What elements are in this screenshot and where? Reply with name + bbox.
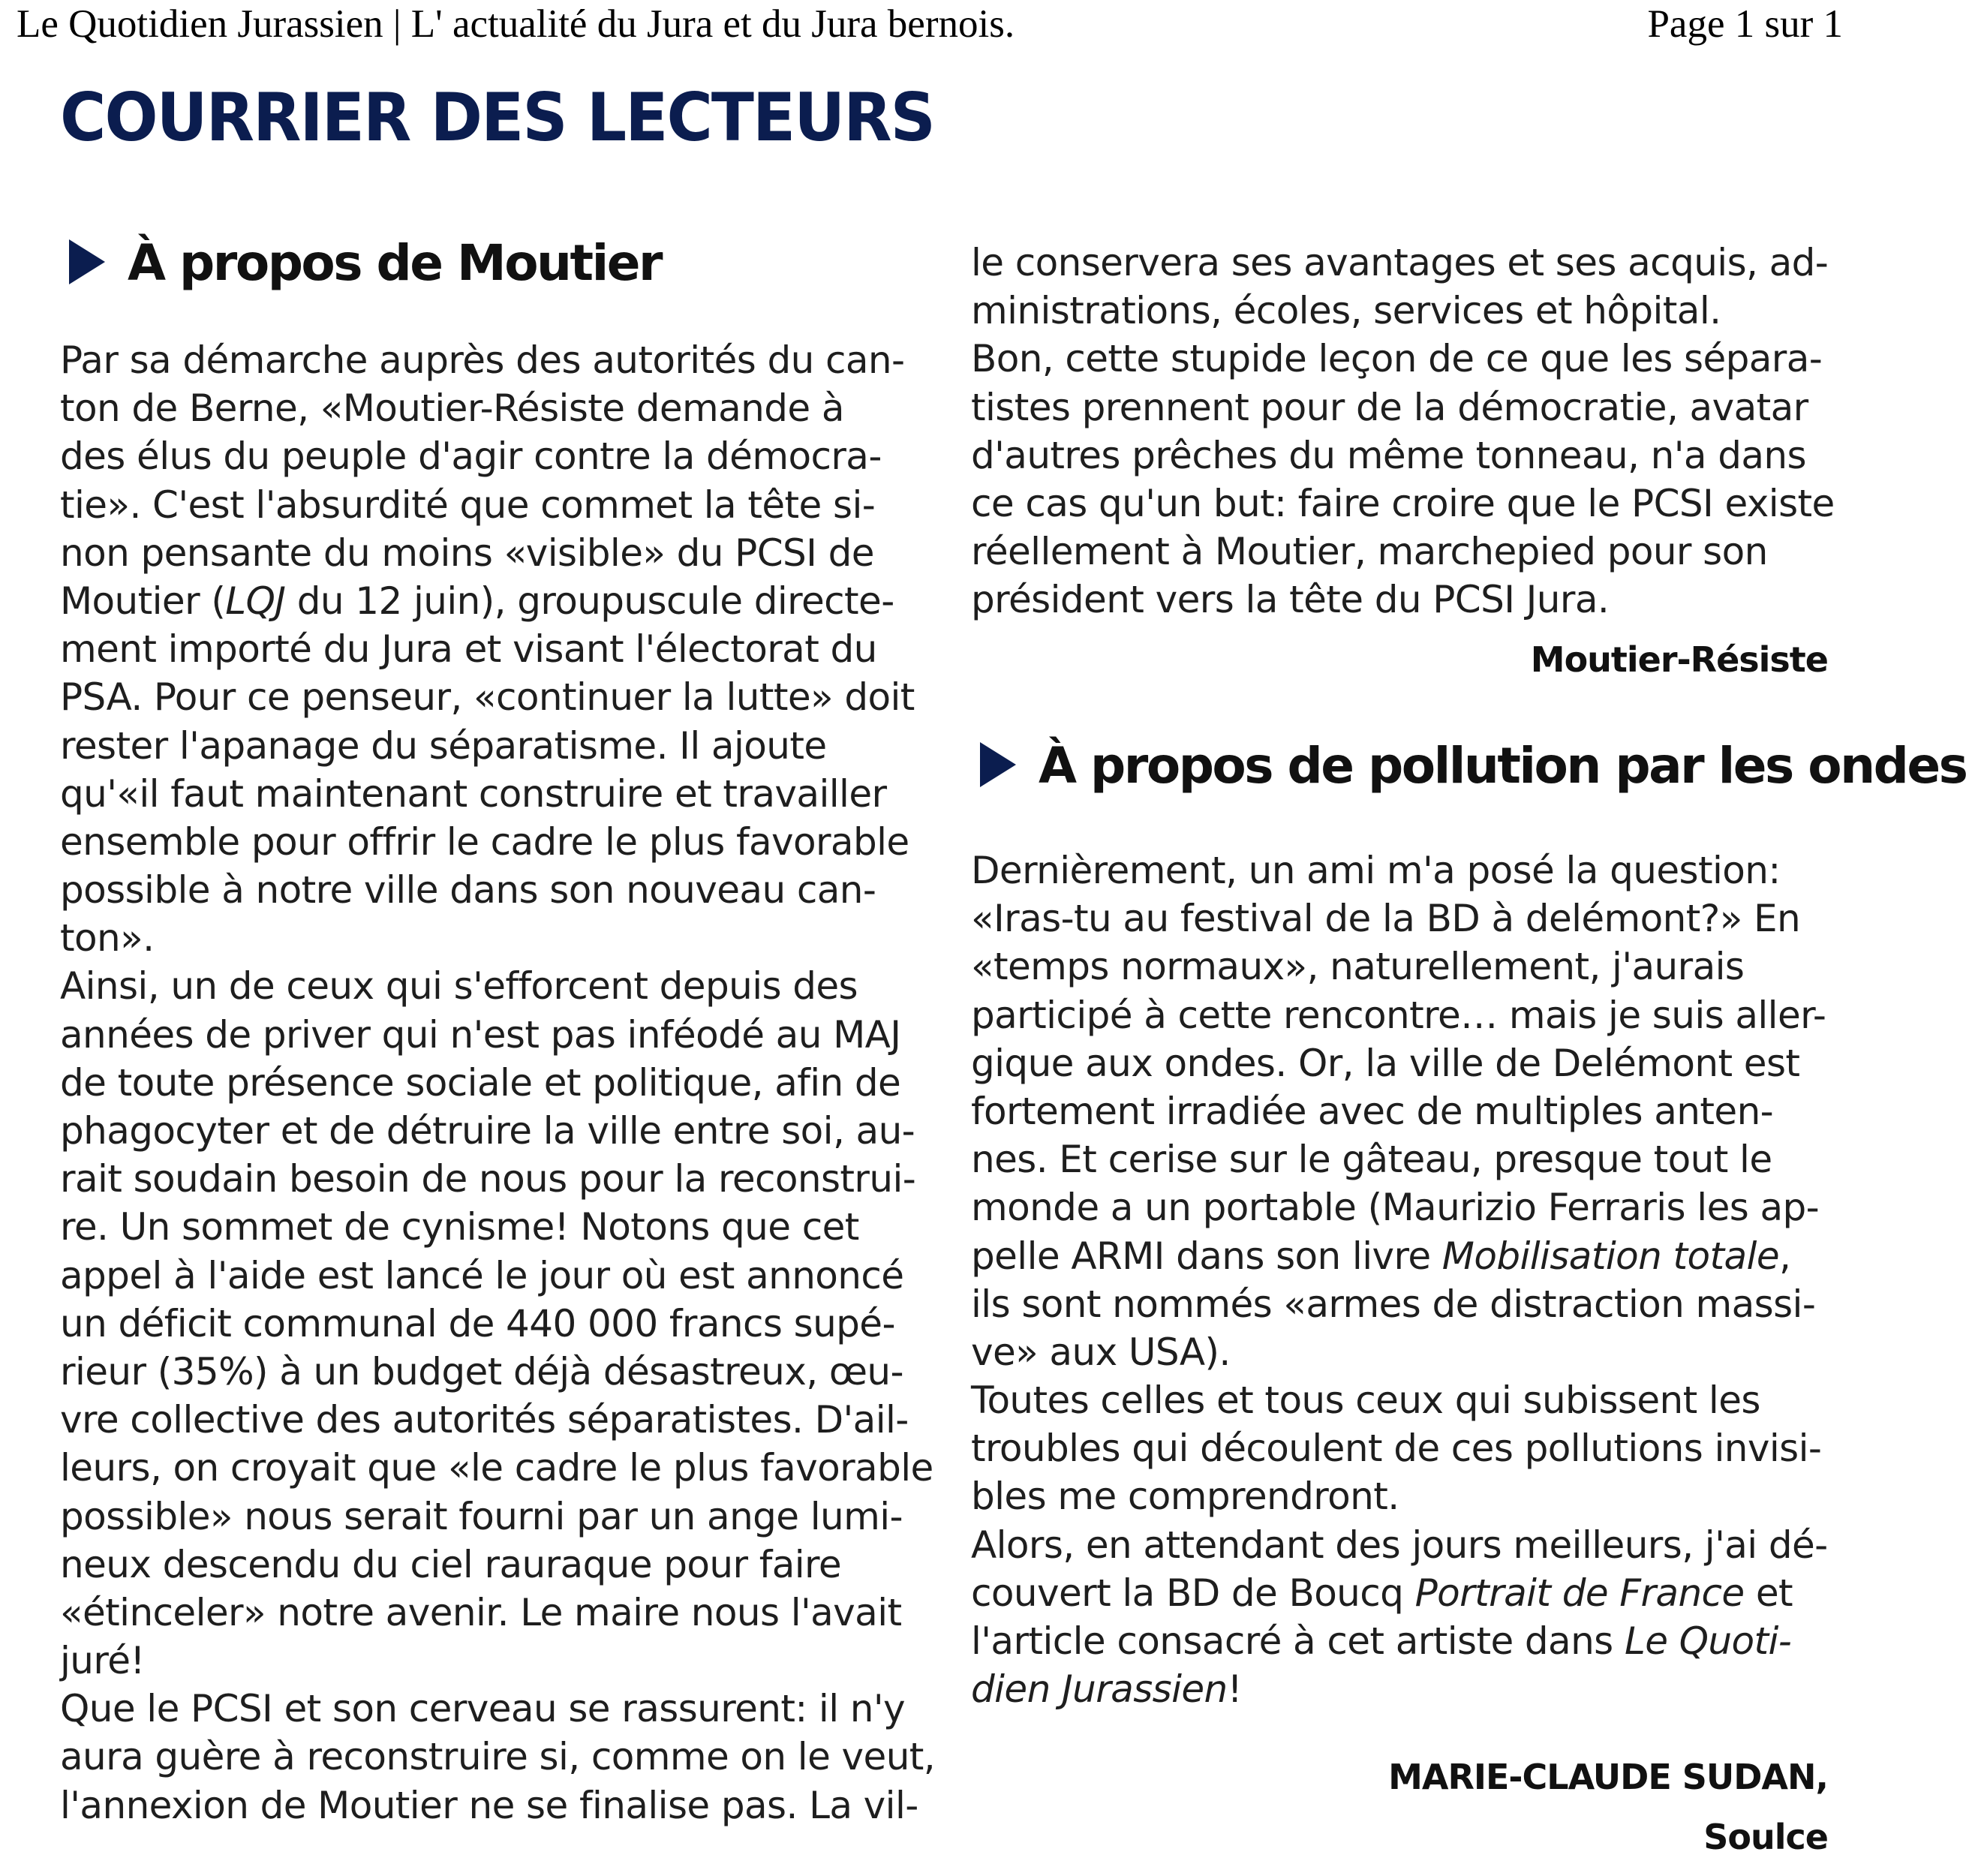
- italic-ref: LQJ: [225, 579, 286, 623]
- text-line: [971, 1617, 1834, 1665]
- signature-name: MARIE-CLAUDE SUDAN,: [1388, 1757, 1828, 1797]
- text-line: un déficit communal de 440 000 francs supé-: [60, 1301, 895, 1345]
- article-title-text: À propos de pollution par les ondes: [1039, 737, 1966, 795]
- text-line: ensemble pour offrir le cadre le plus favorable: [60, 819, 909, 864]
- text-line: ils sont nommés «armes de distraction massi-: [971, 1282, 1816, 1326]
- signature-place: Soulce: [1703, 1817, 1828, 1857]
- newspaper-title: dien Jurassien: [971, 1667, 1228, 1712]
- text-line: Toutes celles et tous ceux qui subissent les: [971, 1378, 1760, 1423]
- text-line: qu'«il faut maintenant construire et travailler: [60, 771, 887, 816]
- text-line: rester l'apanage du séparatisme. Il ajoute: [60, 723, 827, 768]
- text-line: Que le PCSI et son cerveau se rassurent: il n'y: [60, 1687, 905, 1731]
- article-title-pollution: [980, 737, 1966, 797]
- signature-moutier-resiste: Moutier-Résiste: [1530, 639, 1828, 680]
- text-line: possible» nous serait fourni par un ange lumi-: [60, 1494, 903, 1538]
- text-line: rieur (35%) à un budget déjà désastreux, œu-: [60, 1349, 903, 1393]
- text-line: Par sa démarche auprès des autorités du can-: [60, 338, 905, 382]
- text-line: d'autres prêches du même tonneau, n'a dans: [971, 433, 1806, 477]
- text-line: Alors, en attendant des jours meilleurs, j'ai dé-: [971, 1523, 1828, 1567]
- text-line: phagocyter et de détruire la ville entre soi, au-: [60, 1109, 915, 1153]
- text-line: vre collective des autorités séparatistes. D'ail-: [60, 1398, 909, 1442]
- book-title: Mobilisation totale: [1441, 1234, 1779, 1278]
- text-line: [60, 577, 945, 625]
- text-line: re. Un sommet de cynisme! Notons que cet: [60, 1205, 859, 1249]
- article-body-moutier-left: [60, 336, 945, 1829]
- text-line: neux descendu du ciel rauraque pour faire: [60, 1542, 842, 1586]
- article-body-pollution: [971, 846, 1834, 1713]
- site-title: Le Quotidien Jurassien | L' actualité du Jura et du Jura bernois.: [17, 2, 1015, 46]
- text-line: [971, 1232, 1834, 1280]
- text-line: tistes prennent pour de la démocratie, avatar: [971, 385, 1808, 429]
- text-line: leurs, on croyait que «le cadre le plus favorable: [60, 1446, 933, 1490]
- text-line: Dernièrement, un ami m'a posé la question:: [971, 849, 1781, 892]
- text-fragment: Moutier (: [60, 579, 226, 623]
- text-line: monde a un portable (Maurizio Ferraris les ap-: [971, 1186, 1820, 1230]
- text-line: tie». C'est l'absurdité que commet la tête si-: [60, 483, 876, 527]
- text-line: participé à cette rencontre… mais je suis aller-: [971, 993, 1826, 1037]
- text-line: rait soudain besoin de nous pour la reconstrui-: [60, 1157, 916, 1201]
- text-line: troubles qui découlent de ces pollutions invisi-: [971, 1427, 1822, 1471]
- signature-marie-claude-sudan: [1388, 1747, 1828, 1867]
- text-line: juré!: [60, 1639, 145, 1683]
- article-title-text: À propos de Moutier: [128, 234, 662, 292]
- text-line: non pensante du moins «visible» du PCSI de: [60, 531, 874, 575]
- text-line: [971, 1665, 1834, 1713]
- text-line: «étinceler» notre avenir. Le maire nous l'avait: [60, 1590, 902, 1634]
- text-line: des élus du peuple d'agir contre la démocra-: [60, 434, 882, 479]
- text-fragment: pelle ARMI dans son livre: [971, 1234, 1442, 1278]
- text-line: gique aux ondes. Or, la ville de Delémont est: [971, 1041, 1800, 1085]
- text-line: «Iras-tu au festival de la BD à delémont?» En: [971, 897, 1801, 941]
- text-line: l'annexion de Moutier ne se finalise pas. La vil-: [60, 1783, 918, 1827]
- text-line: ministrations, écoles, services et hôpital.: [971, 289, 1721, 333]
- triangle-bullet-icon: [69, 239, 105, 284]
- text-line: ce cas qu'un but: faire croire que le PCSI existe: [971, 481, 1835, 525]
- text-line: Bon, cette stupide leçon de ce que les sépara-: [971, 337, 1823, 381]
- text-fragment: du 12 juin), groupuscule directe-: [296, 579, 894, 623]
- text-line: possible à notre ville dans son nouveau can-: [60, 868, 876, 912]
- newspaper-title: Le Quoti-: [1624, 1619, 1792, 1663]
- text-fragment: !: [1227, 1667, 1243, 1712]
- text-line: ment importé du Jura et visant l'électorat du: [60, 627, 877, 672]
- text-fragment: l'article consacré à cet artiste dans: [971, 1619, 1625, 1663]
- section-heading: COURRIER DES LECTEURS: [60, 79, 934, 156]
- article-body-moutier-right: [971, 239, 1834, 624]
- text-line: années de priver qui n'est pas inféodé au MAJ: [60, 1012, 901, 1057]
- article-title-moutier: [69, 234, 661, 294]
- text-line: [971, 1569, 1834, 1617]
- text-line: PSA. Pour ce penseur, «continuer la lutte» doit: [60, 675, 915, 720]
- text-line: appel à l'aide est lancé le jour où est annoncé: [60, 1253, 904, 1297]
- print-header: [0, 0, 1859, 53]
- text-line: ton».: [60, 916, 155, 961]
- text-fragment: couvert la BD de Boucq: [971, 1571, 1415, 1615]
- text-line: aura guère à reconstruire si, comme on le veut,: [60, 1735, 936, 1779]
- text-line: fortement irradiée avec de multiples anten-: [971, 1089, 1774, 1133]
- text-line: Ainsi, un de ceux qui s'efforcent depuis des: [60, 964, 858, 1009]
- text-line: le conservera ses avantages et ses acquis, ad-: [971, 241, 1829, 284]
- text-line: «temps normaux», naturellement, j'aurais: [971, 945, 1745, 989]
- text-line: de toute présence sociale et politique, afin de: [60, 1060, 901, 1105]
- text-fragment: et: [1744, 1571, 1793, 1615]
- triangle-bullet-icon: [980, 742, 1016, 787]
- text-line: réellement à Moutier, marchepied pour son: [971, 530, 1768, 574]
- text-line: nes. Et cerise sur le gâteau, presque tout le: [971, 1138, 1772, 1182]
- text-line: ve» aux USA).: [971, 1330, 1231, 1374]
- text-line: bles me comprendront.: [971, 1475, 1399, 1519]
- text-fragment: ,: [1779, 1234, 1791, 1278]
- comic-title: Portrait de France: [1414, 1571, 1745, 1615]
- text-line: président vers la tête du PCSI Jura.: [971, 578, 1610, 622]
- text-line: ton de Berne, «Moutier-Résiste demande à: [60, 386, 844, 431]
- page-number: Page 1 sur 1: [1647, 2, 1843, 46]
